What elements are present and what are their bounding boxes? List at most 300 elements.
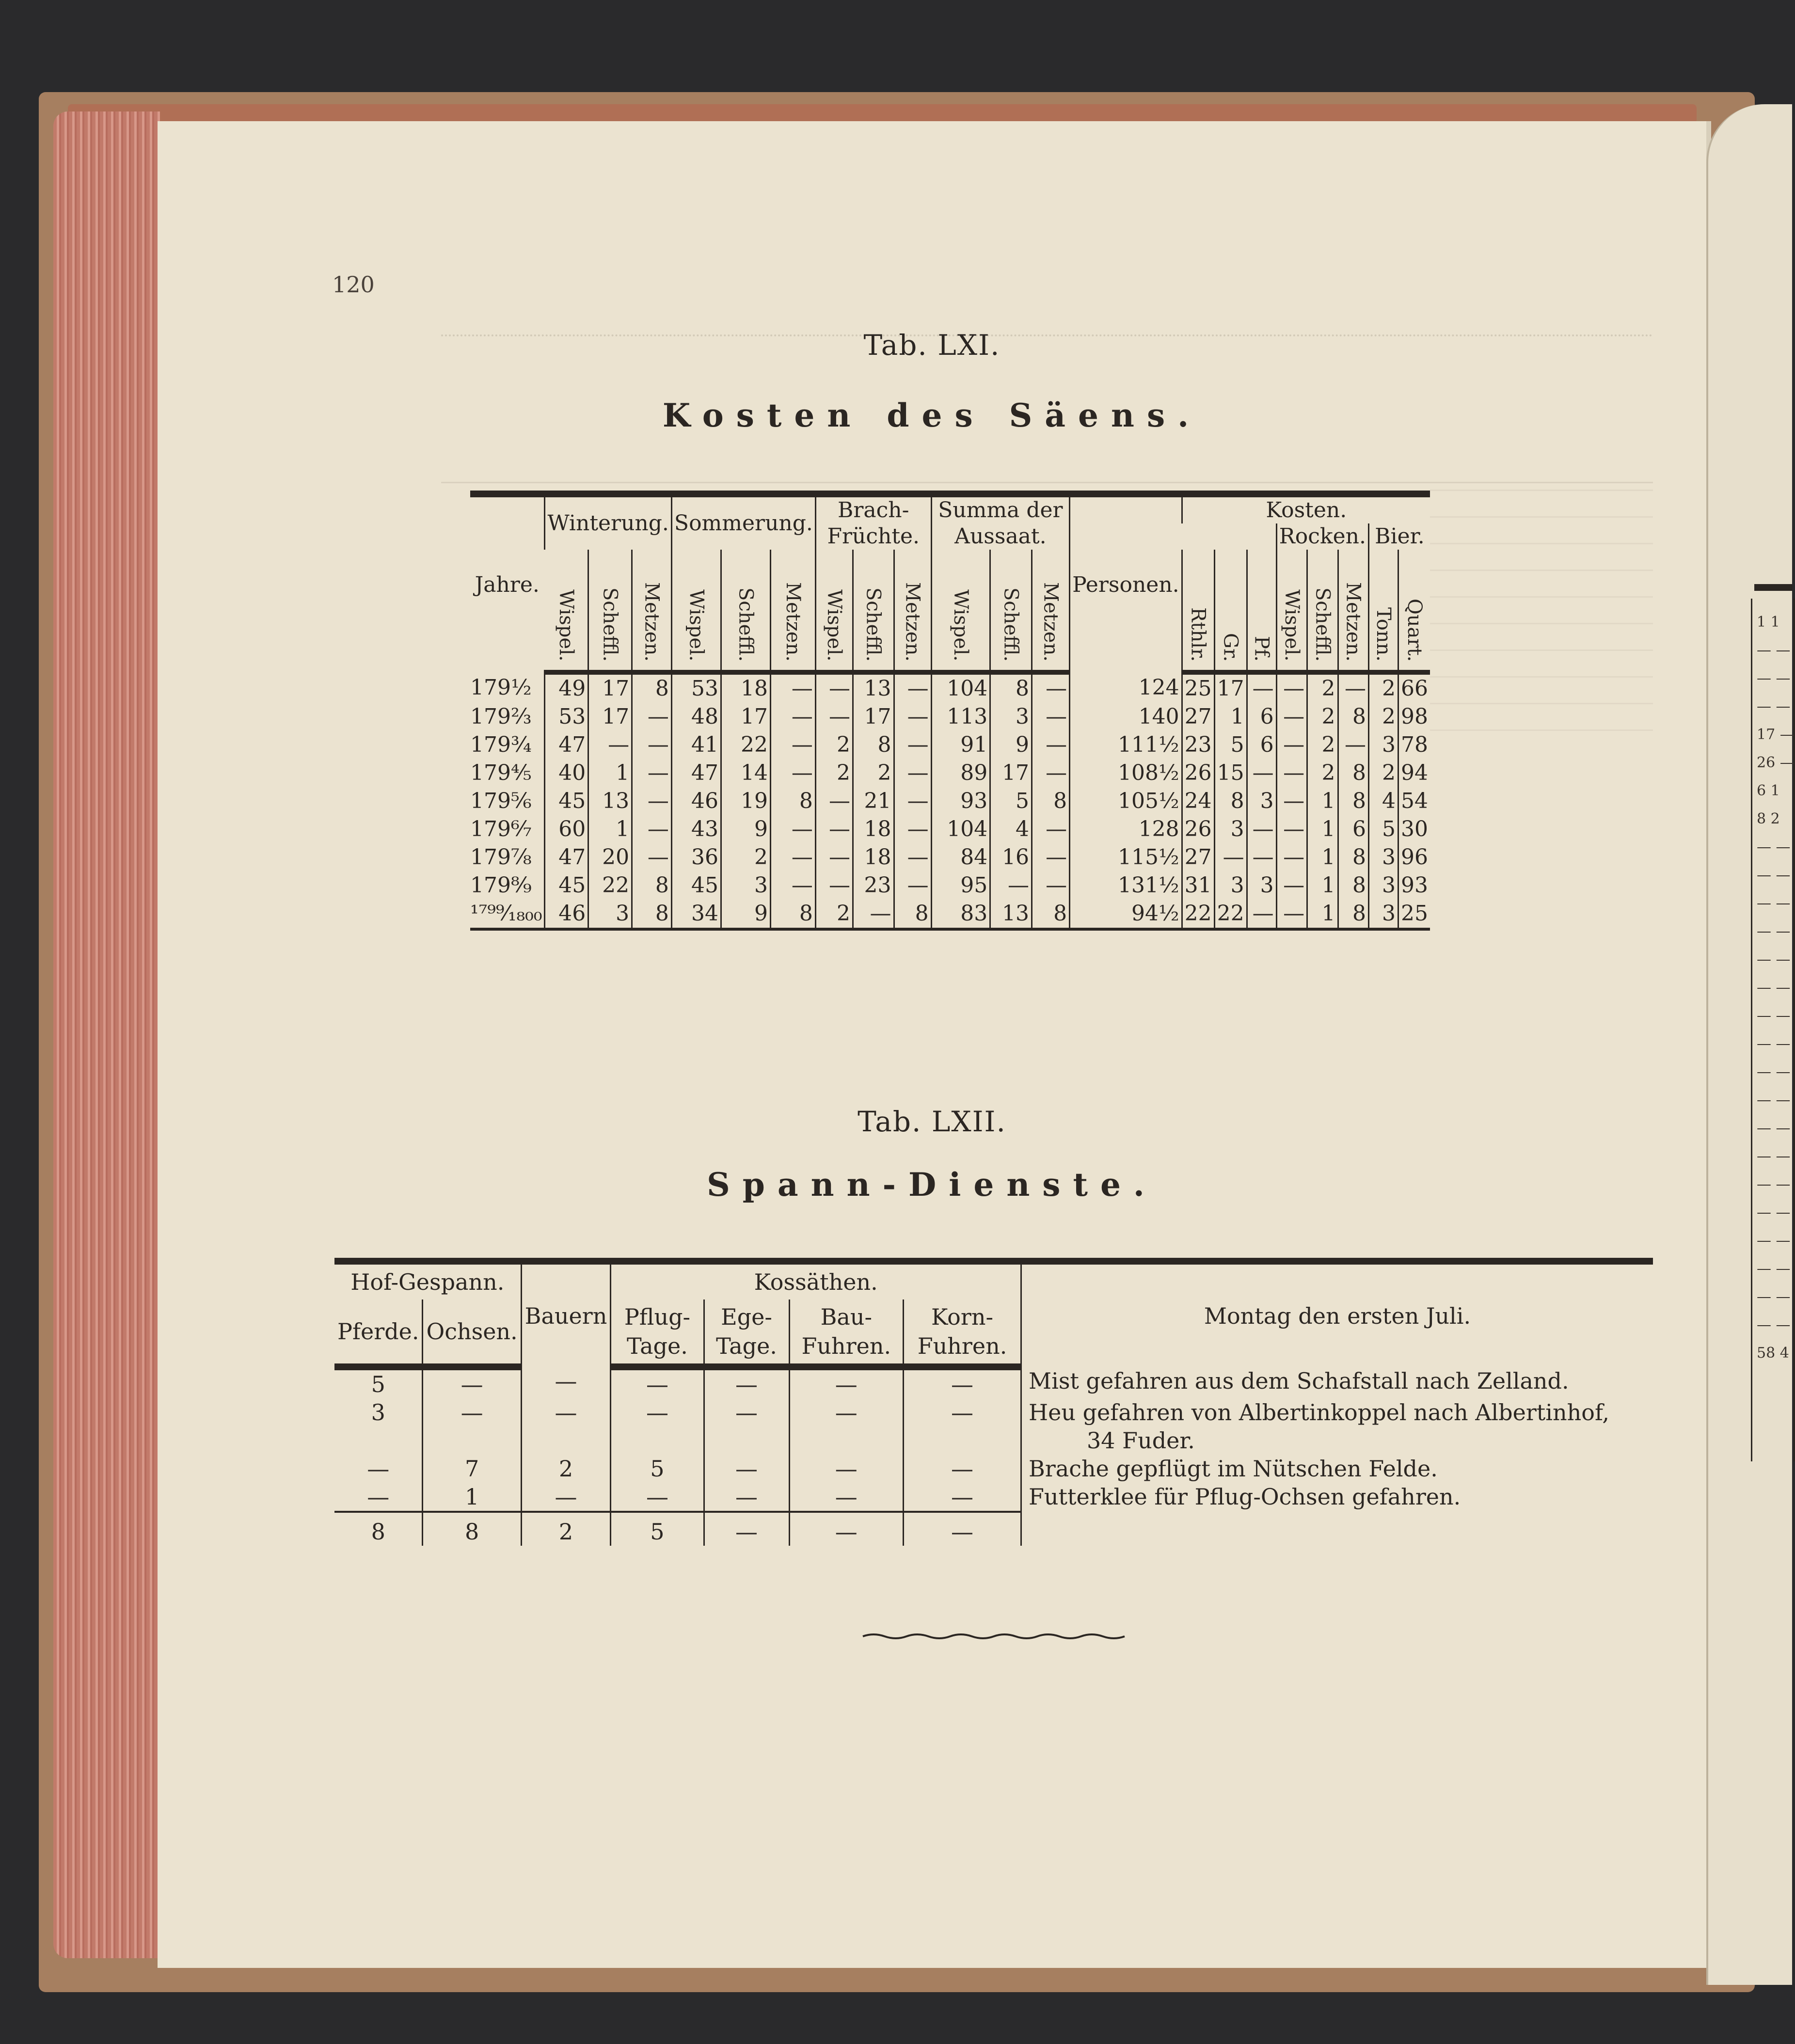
cell: — [904, 1367, 1021, 1398]
col-bier-quart: Quart. [1398, 550, 1430, 672]
cell: 5 [990, 787, 1032, 815]
cell: 2 [1368, 672, 1398, 703]
cell: 18 [853, 815, 894, 843]
col-bauern: Bauern [521, 1261, 611, 1367]
col-sommerung-scheffel: Scheffl. [721, 550, 770, 672]
cell: 3 [1214, 815, 1247, 843]
cell: — [904, 1398, 1021, 1455]
col-kornfuhren: Korn-Fuhren. [904, 1299, 1021, 1367]
col-kosten: Kosten. [1182, 494, 1430, 523]
cell: 9 [990, 731, 1032, 759]
cell: — [894, 871, 931, 900]
cell: 9 [721, 815, 770, 843]
table-row [470, 703, 1430, 731]
cell: 2 [1307, 672, 1338, 703]
cell: — [611, 1483, 704, 1512]
cell: — [894, 759, 931, 787]
col-rocken: Rocken. [1276, 523, 1368, 550]
table-row [470, 672, 1430, 703]
cell: 1 [588, 815, 632, 843]
col-brach-scheffel: Scheffl. [853, 550, 894, 672]
cell: — [770, 843, 815, 871]
total-cell: — [904, 1512, 1021, 1546]
cell: 83 [931, 900, 990, 929]
cell: 1 [1307, 843, 1338, 871]
cell: 3 [721, 871, 770, 900]
cell: — [1032, 731, 1070, 759]
cell: 140 [1070, 703, 1182, 731]
cell: 26 [1182, 815, 1214, 843]
cell: 23 [1182, 731, 1214, 759]
cell: — [1276, 787, 1307, 815]
col-date: Montag den ersten Juli. [1021, 1261, 1653, 1367]
cell: 43 [671, 815, 721, 843]
cell: 179⁶⁄₇ [470, 817, 532, 841]
cell: 2 [1368, 703, 1398, 731]
cell: — [770, 731, 815, 759]
total-cell: 5 [611, 1512, 704, 1546]
col-sommerung-wispel: Wispel. [671, 550, 721, 672]
cell: 22 [721, 731, 770, 759]
cell: 2 [1368, 759, 1398, 787]
cell: 18 [853, 843, 894, 871]
cell: 108½ [1070, 759, 1182, 787]
cell: — [789, 1398, 904, 1455]
cell: 128 [1070, 815, 1182, 843]
bleed-through-lines [1430, 485, 1653, 756]
cell: — [611, 1398, 704, 1455]
cell: 27 [1182, 703, 1214, 731]
cell: 17 [588, 672, 632, 703]
cell: 16 [990, 843, 1032, 871]
page-edge-top [68, 104, 1697, 124]
cell: 41 [671, 731, 721, 759]
col-kosten-pf: Pf. [1247, 550, 1276, 672]
cell: 8 [1032, 900, 1070, 929]
cell: 2 [815, 900, 853, 929]
cell: 1 [1214, 703, 1247, 731]
cell: 8 [1032, 787, 1070, 815]
cell: — [632, 815, 672, 843]
row-note: Brache gepflügt im Nütschen Felde. [1021, 1455, 1653, 1483]
cell: — [704, 1398, 789, 1455]
cell: — [1276, 871, 1307, 900]
cell: 179¾ [470, 732, 532, 757]
cell: 18 [721, 672, 770, 703]
cell: — [1032, 815, 1070, 843]
cell: 53 [671, 672, 721, 703]
cell: 94½ [1070, 900, 1182, 929]
totals-note-blank [1021, 1512, 1653, 1546]
table-row [470, 787, 1430, 815]
total-cell: 2 [521, 1512, 611, 1546]
cell: — [632, 759, 672, 787]
col-kossaethen: Kossäthen. [611, 1261, 1021, 1299]
cell: — [632, 787, 672, 815]
table-row [334, 1367, 1653, 1398]
cell: 3 [1247, 787, 1276, 815]
cell: 2 [853, 759, 894, 787]
cell: 89 [931, 759, 990, 787]
cell: 8 [990, 672, 1032, 703]
cell: 179⅚ [470, 789, 532, 813]
cell: 26 [1182, 759, 1214, 787]
cell: — [1276, 731, 1307, 759]
cell: — [894, 787, 931, 815]
col-brachfruechte: Brach-Früchte. [815, 494, 931, 550]
cell: 20 [588, 843, 632, 871]
cell: 21 [853, 787, 894, 815]
cell: 25 [1182, 672, 1214, 703]
cell: 91 [931, 731, 990, 759]
cell: — [1276, 815, 1307, 843]
cell: 8 [632, 672, 672, 703]
cell: — [1032, 843, 1070, 871]
cell: 1 [1307, 815, 1338, 843]
cell: 84 [931, 843, 990, 871]
cell: 2 [1307, 703, 1338, 731]
cell: — [1247, 900, 1276, 929]
cell: 3 [1368, 843, 1398, 871]
cell: 3 [990, 703, 1032, 731]
cell: — [1247, 759, 1276, 787]
cell: 13 [588, 787, 632, 815]
cell: 179⁸⁄₉ [470, 873, 532, 898]
cell: 49 [545, 672, 588, 703]
cell: — [815, 871, 853, 900]
cell: 105½ [1070, 787, 1182, 815]
cell: 14 [721, 759, 770, 787]
cell: 1 [1307, 871, 1338, 900]
table62-title: Spann-Dienste. [707, 1166, 1157, 1204]
cell: 4 [990, 815, 1032, 843]
table61 [470, 491, 1430, 931]
cell: 47 [671, 759, 721, 787]
cell: — [789, 1367, 904, 1398]
cell: — [1032, 759, 1070, 787]
cell: 124 [1070, 672, 1182, 703]
facing-page-rule [1754, 584, 1792, 591]
cell: — [990, 871, 1032, 900]
cell: — [1032, 672, 1070, 703]
cell: 104 [931, 815, 990, 843]
cell: — [1276, 759, 1307, 787]
cell: 8 [1338, 787, 1368, 815]
cell: 5 [611, 1455, 704, 1483]
cell: 8 [1338, 759, 1368, 787]
cell: 113 [931, 703, 990, 731]
col-winterung-metzen: Metzen. [632, 550, 672, 672]
col-winterung-scheffel: Scheffl. [588, 550, 632, 672]
cell: 17 [1214, 672, 1247, 703]
cell: 98 [1398, 703, 1430, 731]
cell: — [1338, 731, 1368, 759]
cell: 24 [1182, 787, 1214, 815]
cell: — [815, 843, 853, 871]
cell: — [588, 731, 632, 759]
cell: — [367, 1484, 390, 1510]
col-brach-wispel: Wispel. [815, 550, 853, 672]
cell: 8 [1338, 843, 1368, 871]
cell: 31 [1182, 871, 1214, 900]
col-pflugtage: Pflug-Tage. [611, 1299, 704, 1367]
cell: 8 [632, 871, 672, 900]
cell: 8 [632, 900, 672, 929]
cell: 179⅘ [470, 761, 532, 785]
col-years: Jahre. [475, 572, 540, 597]
cell: — [704, 1367, 789, 1398]
cell: 6 [1247, 731, 1276, 759]
cell: 115½ [1070, 843, 1182, 871]
cell: — [1276, 900, 1307, 929]
cell: 15 [1214, 759, 1247, 787]
cell: 3 [371, 1399, 385, 1426]
cell: — [815, 672, 853, 703]
cell: 3 [1247, 871, 1276, 900]
cell: 60 [545, 815, 588, 843]
cell: — [704, 1455, 789, 1483]
cell: 19 [721, 787, 770, 815]
cell: 66 [1398, 672, 1430, 703]
cell: 2 [1307, 759, 1338, 787]
cell: 6 [1338, 815, 1368, 843]
cell: 179⅞ [470, 845, 532, 870]
cell: — [789, 1483, 904, 1512]
table-row [470, 871, 1430, 900]
cell: 47 [545, 843, 588, 871]
col-rocken-wispel: Wispel. [1276, 550, 1307, 672]
table-row [334, 1455, 1653, 1483]
col-rocken-metzen: Metzen. [1338, 550, 1368, 672]
cell: 8 [770, 787, 815, 815]
cell: 45 [545, 871, 588, 900]
table-row [334, 1483, 1653, 1512]
totals-row [334, 1512, 1653, 1546]
table-row [470, 815, 1430, 843]
col-kosten-money [1182, 523, 1276, 550]
cell: — [770, 759, 815, 787]
cell: — [1247, 672, 1276, 703]
cell: — [1032, 871, 1070, 900]
table-row [470, 759, 1430, 787]
cell: — [1276, 843, 1307, 871]
cell: 3 [1368, 731, 1398, 759]
cell: 96 [1398, 843, 1430, 871]
col-bier-tonn: Tonn. [1368, 550, 1398, 672]
cell: 53 [545, 703, 588, 731]
cell: 1 [1307, 787, 1338, 815]
cell: 9 [721, 900, 770, 929]
col-kosten-rthlr: Rthlr. [1182, 550, 1214, 672]
cell: — [632, 843, 672, 871]
col-ochsen: Ochsen. [423, 1299, 521, 1367]
cell: — [423, 1367, 521, 1398]
table-row [470, 900, 1430, 929]
cell: 22 [1182, 900, 1214, 929]
cell: — [770, 815, 815, 843]
cell: 48 [671, 703, 721, 731]
cell: — [815, 815, 853, 843]
cell: ¹⁷⁹⁹⁄₁₈₀₀ [470, 900, 545, 929]
cell: 17 [990, 759, 1032, 787]
cell: 34 [671, 900, 721, 929]
cell: — [904, 1483, 1021, 1512]
cell: 17 [588, 703, 632, 731]
cell: 8 [853, 731, 894, 759]
row-note: Mist gefahren aus dem Schafstall nach Zelland. [1021, 1367, 1653, 1398]
row-note: Heu gefahren von Albertinkoppel nach Albertinhof, 34 Fuder. [1021, 1398, 1653, 1455]
table61-label: Tab. LXI. [863, 329, 1001, 362]
tailpiece-ornament [863, 1632, 1125, 1640]
cell: 46 [671, 787, 721, 815]
cell: 8 [1338, 871, 1368, 900]
cell: 30 [1398, 815, 1430, 843]
table-row [470, 843, 1430, 871]
cell: 5 [1214, 731, 1247, 759]
cell: 40 [545, 759, 588, 787]
cell: 131½ [1070, 871, 1182, 900]
col-sommerung: Sommerung. [671, 494, 815, 550]
cell: 8 [1338, 900, 1368, 929]
cell: 8 [770, 900, 815, 929]
cell: — [894, 815, 931, 843]
cell: 3 [1368, 900, 1398, 929]
cell: — [632, 703, 672, 731]
table62-label: Tab. LXII. [858, 1105, 1006, 1138]
cell: — [521, 1367, 611, 1398]
cell: — [904, 1455, 1021, 1483]
cell: — [1032, 703, 1070, 731]
row-note: Futterklee für Pflug-Ochsen gefahren. [1021, 1483, 1653, 1512]
cell: 2 [815, 731, 853, 759]
cell: 95 [931, 871, 990, 900]
cell: — [1247, 843, 1276, 871]
col-winterung: Winterung. [545, 494, 671, 550]
cell: — [894, 703, 931, 731]
cell: 17 [721, 703, 770, 731]
col-rocken-scheffel: Scheffl. [1307, 550, 1338, 672]
cell: 3 [588, 900, 632, 929]
col-egetage: Ege-Tage. [704, 1299, 789, 1367]
col-summa: Summa der Aussaat. [931, 494, 1070, 550]
col-summa-wispel: Wispel. [931, 550, 990, 672]
cell: — [770, 672, 815, 703]
cell: 6 [1247, 703, 1276, 731]
cell: 8 [894, 900, 931, 929]
cell: 104 [931, 672, 990, 703]
total-cell: — [789, 1512, 904, 1546]
cell: 54 [1398, 787, 1430, 815]
cell: 7 [423, 1455, 521, 1483]
col-summa-scheffel: Scheffl. [990, 550, 1032, 672]
table-row [470, 731, 1430, 759]
col-pferde: Pferde. [334, 1299, 423, 1367]
cell: 45 [671, 871, 721, 900]
cell: 36 [671, 843, 721, 871]
page-edges-left [53, 111, 160, 1958]
cell: 5 [371, 1371, 385, 1397]
cell: — [1276, 703, 1307, 731]
cell: 22 [588, 871, 632, 900]
cell: 5 [1368, 815, 1398, 843]
page-number: 120 [332, 271, 375, 298]
col-bier: Bier. [1368, 523, 1430, 550]
cell: — [632, 731, 672, 759]
cell: 13 [990, 900, 1032, 929]
cell: 94 [1398, 759, 1430, 787]
cell: — [423, 1398, 521, 1455]
total-cell: 8 [423, 1512, 521, 1546]
cell: 8 [1338, 703, 1368, 731]
total-cell: — [704, 1512, 789, 1546]
cell: — [894, 731, 931, 759]
cell: — [704, 1483, 789, 1512]
cell: 47 [545, 731, 588, 759]
col-personen: Personen. [1070, 494, 1182, 672]
cell: — [815, 703, 853, 731]
facing-page-values: 1 1 — — — — — — 17 — 26 — 6 1 8 2 — — — — — — — — — — — — — — — — — — — — — — — — — — — — — — — — — — — — 58 4 [1757, 614, 1795, 1362]
cell: 46 [545, 900, 588, 929]
cell: 4 [1368, 787, 1398, 815]
col-brach-metzen: Metzen. [894, 550, 931, 672]
cell: 23 [853, 871, 894, 900]
col-baufuhren: Bau-Fuhren. [789, 1299, 904, 1367]
cell: 2 [721, 843, 770, 871]
cell: — [521, 1398, 611, 1455]
cell: 1 [1307, 900, 1338, 929]
cell: 111½ [1070, 731, 1182, 759]
cell: 3 [1214, 871, 1247, 900]
total-cell: 8 [334, 1512, 423, 1546]
cell: 179⅔ [470, 704, 532, 729]
cell: 2 [1307, 731, 1338, 759]
cell: — [789, 1455, 904, 1483]
cell: — [1276, 672, 1307, 703]
cell: 93 [1398, 871, 1430, 900]
cell: — [1247, 815, 1276, 843]
cell: 93 [931, 787, 990, 815]
cell: 17 [853, 703, 894, 731]
cell: 13 [853, 672, 894, 703]
cell: 8 [1214, 787, 1247, 815]
col-winterung-wispel: Wispel. [545, 550, 588, 672]
cell: 45 [545, 787, 588, 815]
cell: 27 [1182, 843, 1214, 871]
cell: — [894, 843, 931, 871]
cell: 179½ [470, 675, 532, 700]
table-row [334, 1398, 1653, 1455]
cell: — [815, 787, 853, 815]
cell: — [1338, 672, 1368, 703]
cell: — [521, 1483, 611, 1512]
cell: 1 [588, 759, 632, 787]
cell: — [853, 900, 894, 929]
cell: — [367, 1456, 390, 1482]
cell: — [770, 871, 815, 900]
col-sommerung-metzen: Metzen. [770, 550, 815, 672]
cell: 2 [521, 1455, 611, 1483]
cell: 3 [1368, 871, 1398, 900]
col-hofgespann: Hof-Gespann. [350, 1269, 505, 1295]
cell: — [894, 672, 931, 703]
cell: — [611, 1367, 704, 1398]
cell: 22 [1214, 900, 1247, 929]
col-kosten-gr: Gr. [1214, 550, 1247, 672]
cell: — [1214, 843, 1247, 871]
cell: 78 [1398, 731, 1430, 759]
facing-page [1706, 104, 1795, 1985]
col-summa-metzen: Metzen. [1032, 550, 1070, 672]
